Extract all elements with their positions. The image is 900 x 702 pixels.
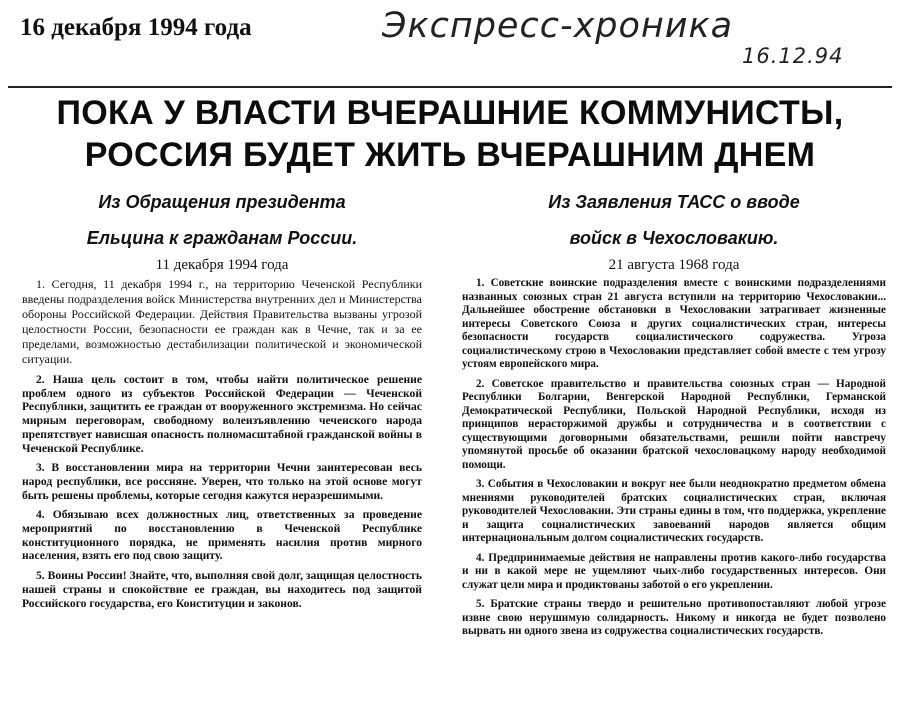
left-paragraph-5: 5. Воины России! Знайте, что, выполняя свой долг, защищая целостность нашей страны и спокойствие ее граждан, вы находитесь под защитой Российского государства, его Конституции и законов. bbox=[22, 569, 422, 610]
right-column-date: 21 августа 1968 года bbox=[608, 257, 740, 273]
columns bbox=[8, 184, 892, 694]
right-paragraph-2: 2. Советское правительство и правительства союзных стран — Народной Республики Болгарии, Венгерской Народной Республики, Германской Демократической Республики, Польской Народной Республики, исходя из принципов нерасторжимой дружбы и сотрудничества и в соответствии с существующими договорными обязательствами, решили пойти навстречу упомянутой просьбе об оказании братской чехословацкому народу необходимой помощи. bbox=[462, 377, 886, 471]
right-paragraph-3: 3. События в Чехословакии и вокруг нее были неоднократно предметом обмена мнениями руководителей братских социалистических стран, включая руководителей Чехословакии. Эти страны едины в том, что поддержка, укрепление и защита социалистических завоеваний народов является общим интернациональным долгом социалистических государств. bbox=[462, 478, 886, 544]
headline bbox=[8, 92, 892, 176]
right-title-line-2: войск в Чехословакию. bbox=[569, 228, 779, 248]
right-column bbox=[462, 184, 886, 645]
left-column bbox=[22, 184, 422, 616]
right-paragraph-4: 4. Предпринимаемые действия не направлены против какого-либо государства и ни в какой мере не ущемляют чьих-либо государственных интересов. Они служат цели мира и продиктованы заботой о его укреплении. bbox=[462, 551, 886, 591]
left-title-line-2: Ельцина к гражданам России. bbox=[86, 228, 358, 248]
publication-date: 16 декабря 1994 года bbox=[20, 14, 252, 41]
newspaper-clipping bbox=[8, 86, 892, 696]
handwritten-source: Экспресс-хроника bbox=[382, 6, 734, 46]
left-column-title bbox=[22, 184, 422, 256]
left-title-line-1: Из Обращения президента bbox=[98, 192, 346, 212]
right-paragraph-5: 5. Братские страны твердо и решительно противопоставляют любой угрозе извне свою нерушимую солидарность. Никому и никогда не будет позволено вырвать ни одного звена из содружества социалистических государств. bbox=[462, 598, 886, 637]
headline-line-1: ПОКА У ВЛАСТИ ВЧЕРАШНИЕ КОММУНИСТЫ, bbox=[56, 94, 844, 132]
headline-line-2: РОССИЯ БУДЕТ ЖИТЬ ВЧЕРАШНИМ ДНЕМ bbox=[84, 136, 816, 174]
left-paragraph-1: 1. Сегодня, 11 декабря 1994 г., на территорию Чеченской Республики введены подразделения войск Министерства внутренних дел и Министерства обороны Российской Федерации. Действия Правительства вызваны угрозой целостности России, безопасности ее граждан как в Чечне, так и за ее пределами, возможностью дестабилизации политической и экономической ситуации. bbox=[22, 277, 422, 366]
left-paragraph-4: 4. Обязываю всех должностных лиц, ответственных за проведение мероприятий по восстановлению в Чеченской Республике конституционного порядка, не применять насилия против мирного населения, взять его под свою защиту. bbox=[22, 508, 422, 563]
handwritten-date: 16.12.94 bbox=[742, 44, 844, 68]
right-title-line-1: Из Заявления ТАСС о вводе bbox=[548, 192, 800, 212]
right-paragraph-1: 1. Советские воинские подразделения вместе с воинскими подразделениями названных союзных стран 21 августа вступили на территорию Чехословакии... Дальнейшее обострение обстановки в Чехословакии затрагивает жизненные интересы Советского Союза и других социалистических стран, интересы безопасности государств социалистического содружества. Угроза социалистическому строю в Чехословакии представляет собой вместе с тем угрозу устоям европейского мира. bbox=[462, 277, 886, 370]
left-paragraph-3: 3. В восстановлении мира на территории Чечни заинтересован весь народ республики, все россияне. Уверен, что только на этой основе могут быть решены проблемы, которые сегодня кажутся неразрешимыми. bbox=[22, 461, 422, 502]
left-paragraph-2: 2. Наша цель состоит в том, чтобы найти политическое решение проблем одного из субъектов Российской Федерации — Чеченской Республики, защитить ее граждан от вооруженного экстремизма. Но сейчас мирным переговорам, свободному волеизъявлению чеченского народа препятствует нависшая опасность полномасштабной гражданской войны в Чеченской Республике. bbox=[22, 373, 422, 455]
right-column-title bbox=[462, 184, 886, 256]
left-column-date: 11 декабря 1994 года bbox=[155, 257, 289, 273]
